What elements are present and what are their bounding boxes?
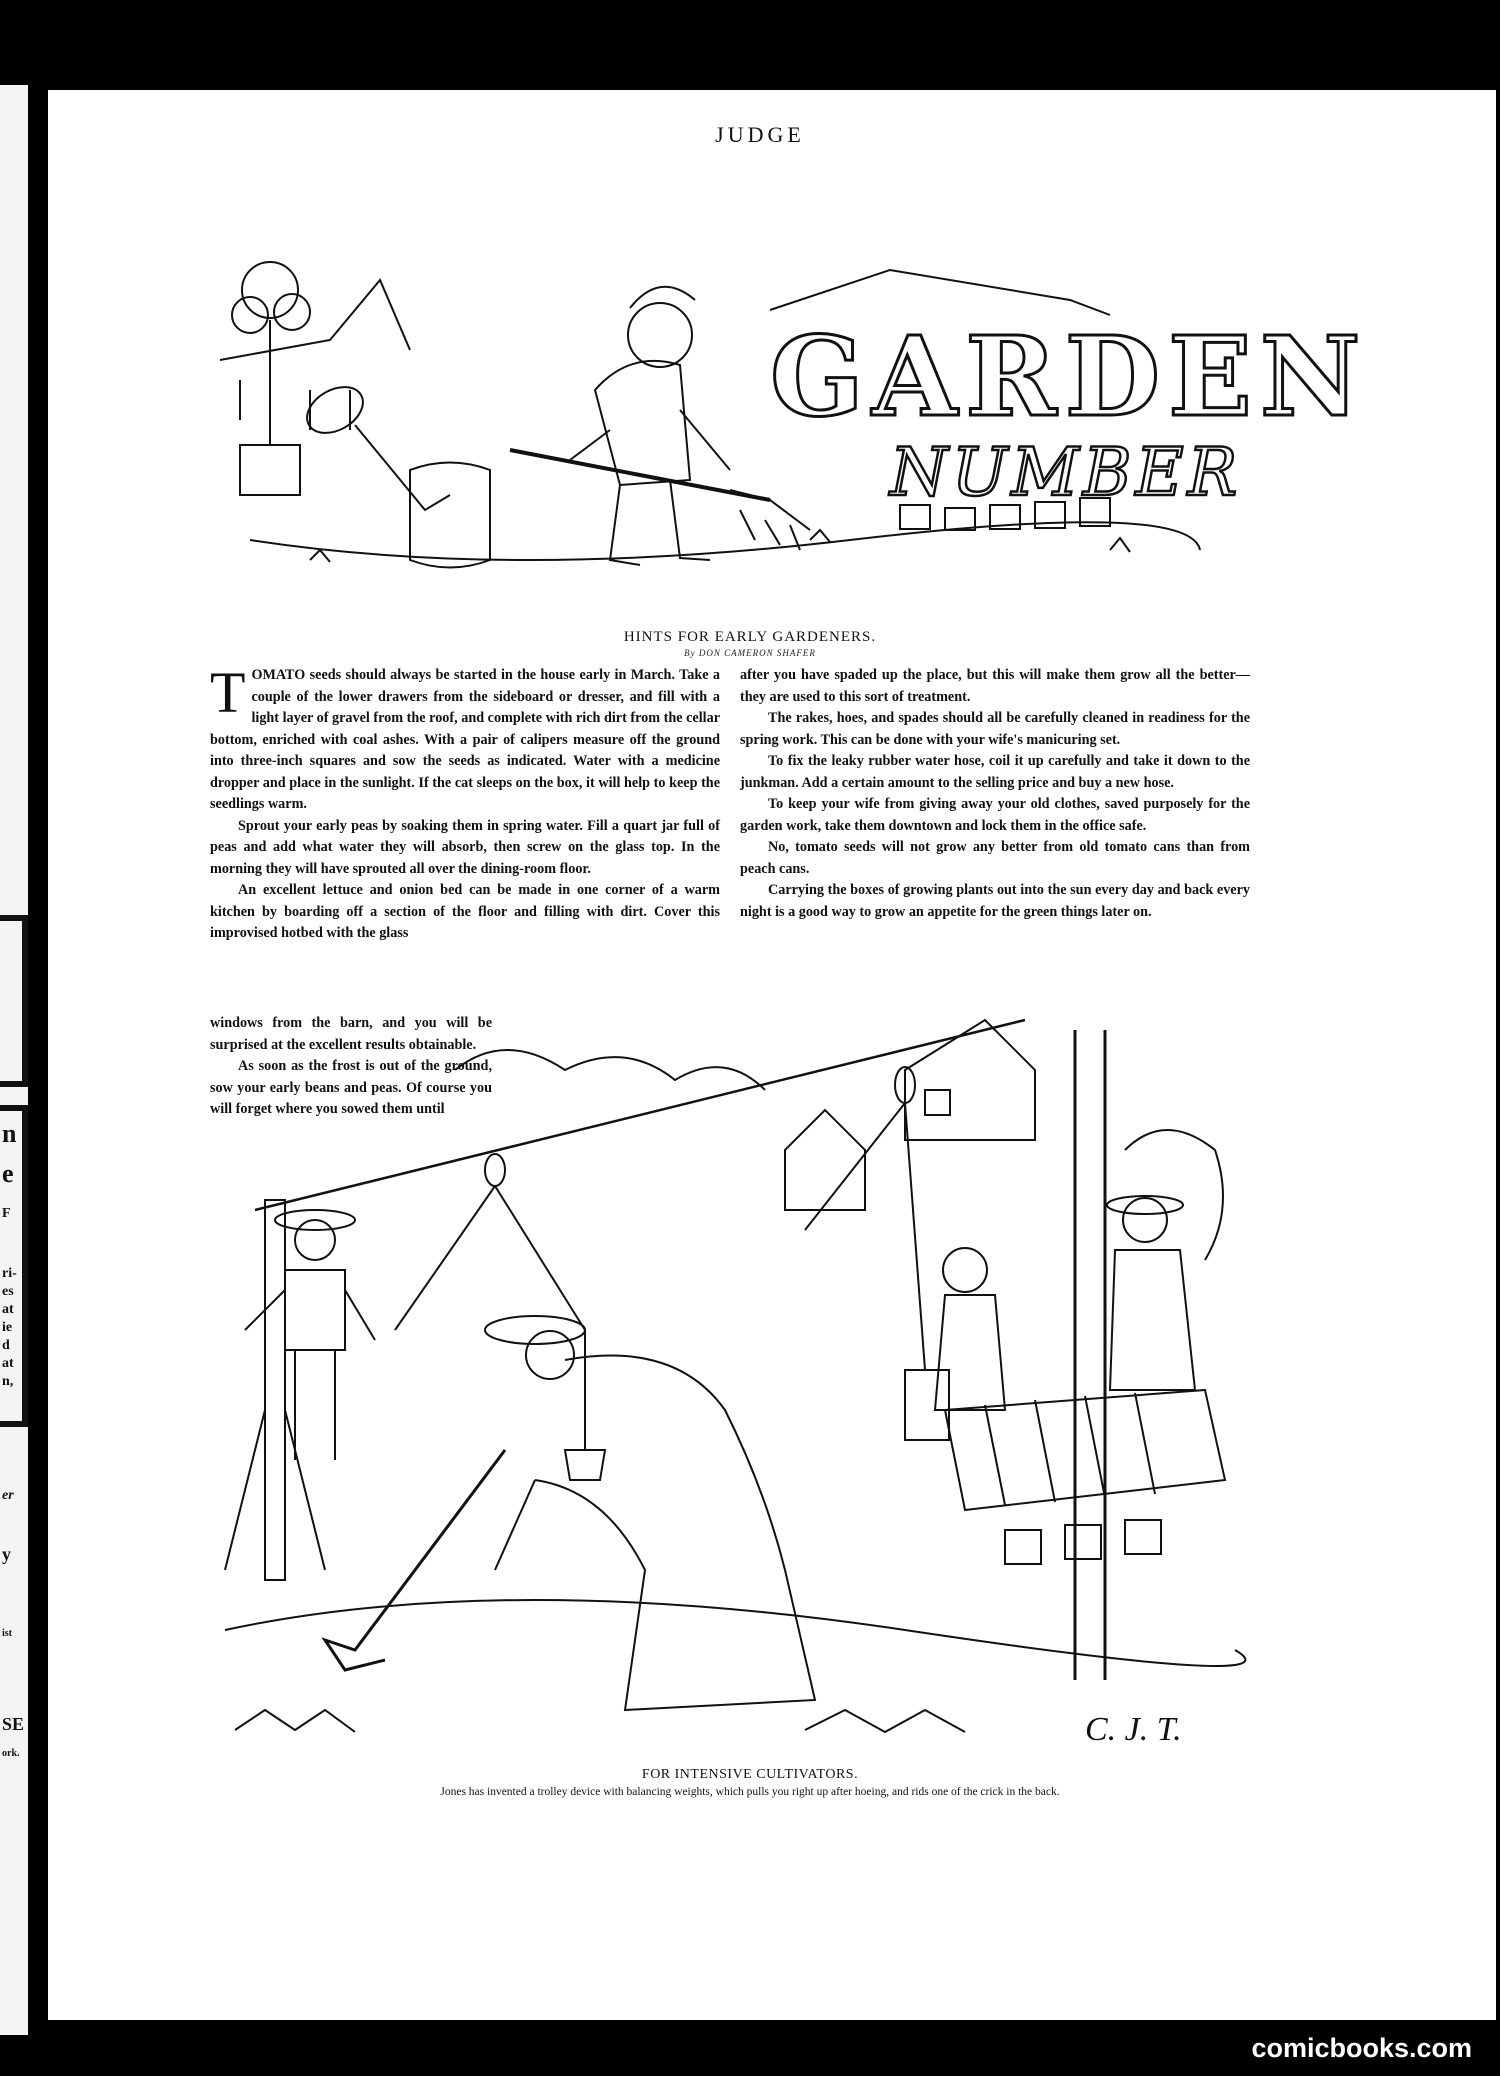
trolley-cultivator-illustration (205, 1010, 1240, 1778)
article-paragraph: after you have spaded up the place, but this will make them grow all the better—they are used to this sort of treatment. (740, 667, 1250, 705)
left-fragment: er (2, 1488, 14, 1503)
illustration-caption-title: FOR INTENSIVE CULTIVATORS. (641, 1767, 859, 1782)
article-byline: By DON CAMERON SHAFER (684, 648, 816, 658)
left-fragment: es (2, 1284, 14, 1299)
left-fragment: SE (2, 1714, 25, 1734)
artist-signature: C. J. T. (1085, 1711, 1182, 1748)
left-fragment: at (2, 1356, 14, 1371)
left-page-ad-box (0, 915, 28, 1087)
article-paragraph: TOMATO seeds should always be started in the house early in March. Take a couple of the lower drawers from the sideboard or dresser, and fill with a light layer of gravel from the roof, and complete with rich dirt from the cellar bottom, enriched with coal ashes. With a pair of calipers measure off the ground into three-inch squares and sow the seeds as indicated. Water with a medicine dropper and place in the sunlight. If the cat sleeps on the box, it will help to keep the seedlings warm. (210, 660, 720, 812)
article-paragraph: An excellent lettuce and onion bed can be made in one corner of a warm kitchen by boarding off a section of the floor and filling with dirt. Cover this improvised hotbed with the glass (210, 882, 720, 941)
left-fragment: F (2, 1206, 11, 1221)
article-paragraph: No, tomato seeds will not grow any better from old tomato cans than from peach cans. (740, 839, 1250, 877)
left-fragment: at (2, 1302, 14, 1317)
article-paragraph: As soon as the frost is out of the ground, sow your early beans and peas. Of course you will forget where you sowed them until (210, 1058, 492, 1117)
article-paragraph: To keep your wife from giving away your old clothes, saved purposely for the garden work, take them downtown and lock them in the office safe. (740, 796, 1250, 834)
left-fragment: y (2, 1544, 11, 1564)
drop-cap: T (210, 660, 246, 725)
left-fragment: ork. (2, 1748, 20, 1759)
garden-number-illustration (210, 240, 1369, 580)
illustration-caption-body: Jones has invented a trolley device with balancing weights, which pulls you right up after hoeing, and rids one of the crick in the back. (440, 1786, 1060, 1798)
number-lettering: NUMBER (890, 434, 1242, 511)
left-fragment: ie (2, 1320, 13, 1335)
left-fragment: n (2, 1119, 17, 1148)
watermark: comicbooks.com (1251, 2033, 1472, 2063)
article-paragraph: The rakes, hoes, and spades should all be carefully cleaned in readiness for the spring work. This can be done with your wife's manicuring set. (740, 710, 1250, 748)
left-page-edge (0, 85, 28, 2035)
magazine-header: JUDGE (715, 122, 805, 147)
article-paragraph: windows from the barn, and you will be surprised at the excellent results obtainable. (210, 1015, 492, 1053)
left-fragment: ist (2, 1628, 12, 1639)
left-fragment: d (2, 1338, 10, 1353)
left-fragment: ri- (2, 1266, 17, 1281)
article-column-right (740, 665, 1250, 923)
garden-lettering: GARDEN (770, 312, 1369, 441)
article-paragraph: To fix the leaky rubber water hose, coil it up carefully and take it down to the junkman. Add a certain amount to the selling price and buy a new hose. (740, 753, 1250, 791)
article-paragraph: Sprout your early peas by soaking them in spring water. Fill a quart jar full of peas and add what water they will absorb, then screw on the glass top. In the morning they will have sprouted all over the dining-room floor. (210, 817, 720, 877)
article-column-left (210, 660, 720, 945)
article-title: HINTS FOR EARLY GARDENERS. (623, 629, 877, 645)
left-fragment: e (2, 1159, 14, 1188)
article-paragraph: Carrying the boxes of growing plants out into the sun every day and back every night is a good way to grow an appetite for the green things later on. (740, 882, 1250, 920)
left-fragment: n, (2, 1374, 14, 1389)
